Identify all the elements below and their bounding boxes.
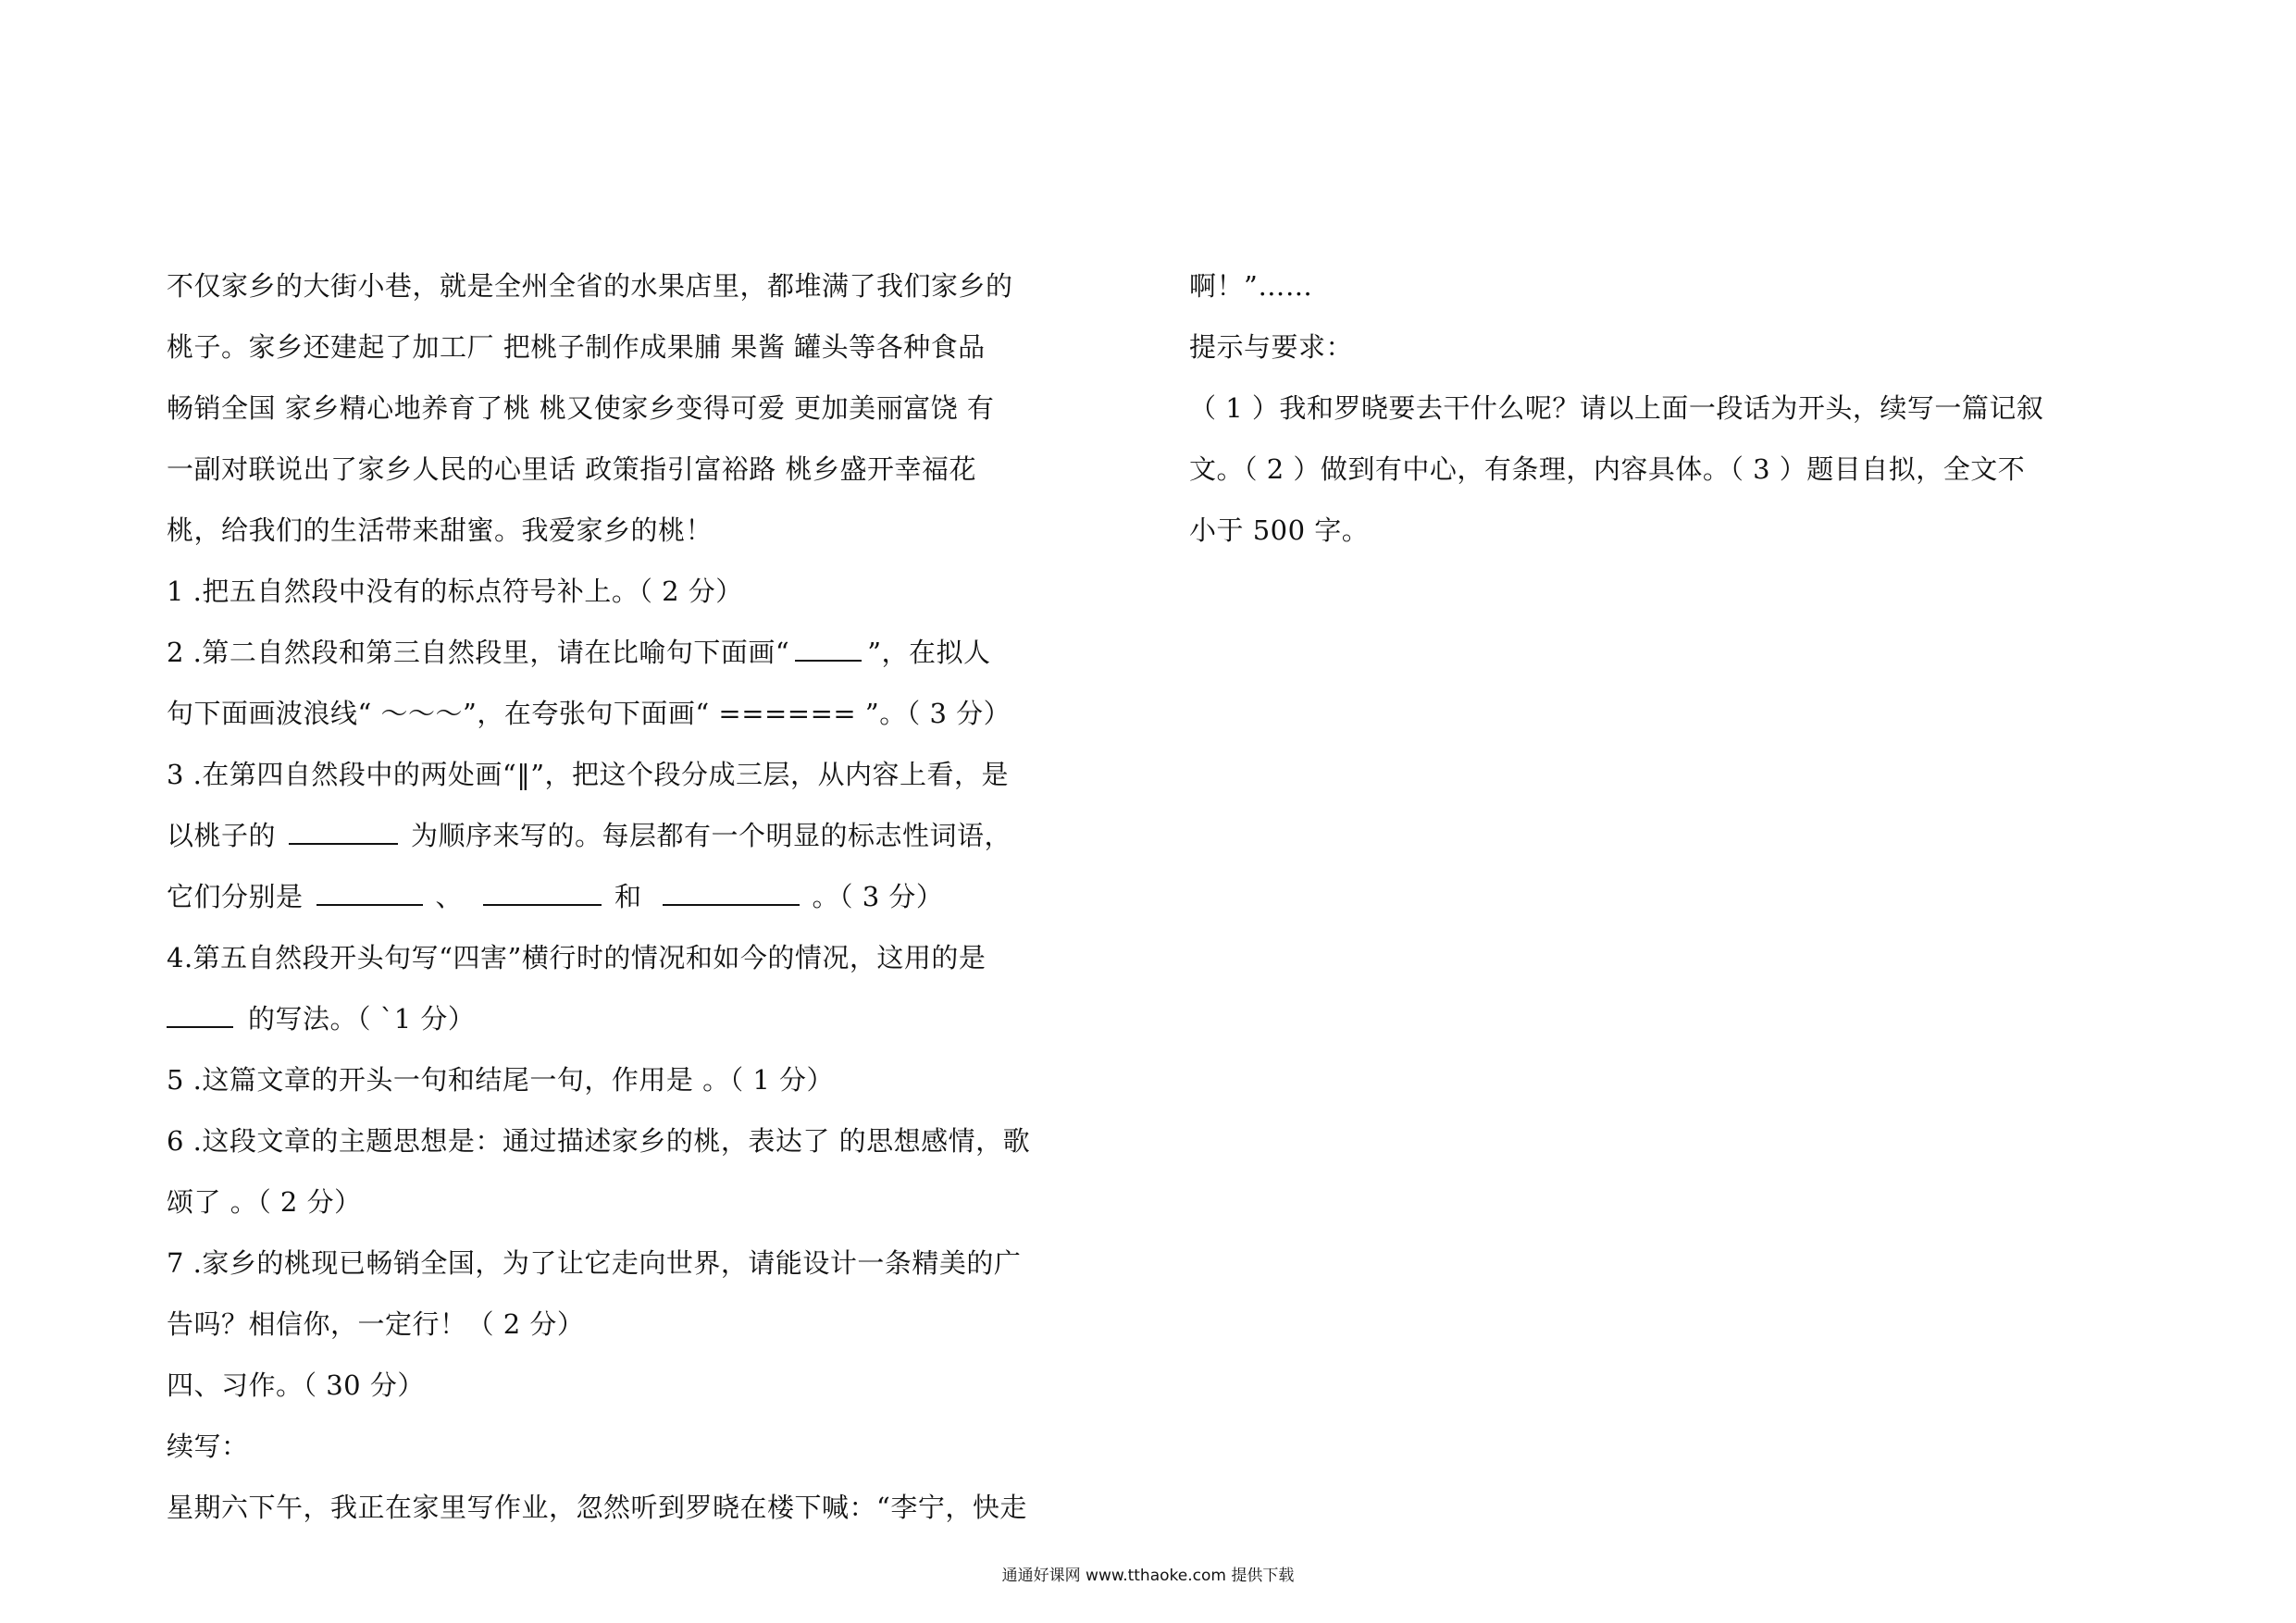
question-6-line-1: 6 .这段文章的主题思想是：通过描述家乡的桃，表达了 的思想感情，歌 (167, 1125, 1031, 1157)
question-2-line-2: 句下面画波浪线“ ～～～”，在夸张句下面画“ ====== ”。（ 3 分） (167, 698, 1011, 729)
requirements-heading: 提示与要求： (1189, 331, 1354, 363)
question-4-line-2 (167, 988, 1027, 1049)
question-1: 1 .把五自然段中没有的标点符号补上。（ 2 分） (167, 576, 743, 607)
question-3-line-2 (167, 805, 1027, 866)
passage-line-1: 不仅家乡的大街小巷，就是全州全省的水果店里，都堆满了我们家乡的 (167, 270, 1013, 302)
question-3-line-3 (167, 866, 1027, 927)
section-heading: 四、习作。（ 30 分） (167, 1369, 425, 1401)
separator: 、 (435, 881, 464, 912)
passage-line-3: 畅销全国 家乡精心地养育了桃 桃又使家乡变得可爱 更加美丽富饶 有 (167, 392, 995, 424)
question-6-line-2: 颂了 。（ 2 分） (167, 1186, 362, 1218)
question-3-text-end: 为顺序来写的。每层都有一个明显的标志性词语， (411, 820, 1012, 851)
answer-blank (316, 876, 423, 906)
answer-blank (795, 632, 862, 662)
right-column (1189, 255, 2078, 561)
passage-line-4: 一副对联说出了家乡人民的心里话 政策指引富裕路 桃乡盛开幸福花 (167, 453, 976, 485)
question-7-line-2: 告吗？相信你，一定行！（ 2 分） (167, 1308, 585, 1340)
question-7-line-1: 7 .家乡的桃现已畅销全国，为了让它走向世界，请能设计一条精美的广 (167, 1247, 1022, 1279)
question-2-line-1 (167, 622, 1027, 683)
answer-blank (289, 815, 398, 845)
question-4-line-1: 4.第五自然段开头句写“四害”横行时的情况和如今的情况，这用的是 (167, 942, 987, 973)
question-2-text-end: ”，在拟人 (867, 637, 991, 668)
answer-blank (663, 876, 800, 906)
story-prompt-line: 星期六下午，我正在家里写作业，忽然听到罗晓在楼下喊：“李宁，快走 (167, 1492, 1027, 1523)
answer-blank (483, 876, 602, 906)
continuation-label: 续写： (167, 1431, 249, 1462)
left-column (167, 255, 1031, 1538)
separator: 和 (614, 881, 642, 912)
question-3-line-1: 3 .在第四自然段中的两处画“‖”，把这个段分成三层，从内容上看，是 (167, 759, 1010, 790)
answer-blank (167, 998, 233, 1028)
question-3-score: 。（ 3 分） (812, 881, 944, 912)
passage-line-2: 桃子。家乡还建起了加工厂 把桃子制作成果脯 果酱 罐头等各种食品 (167, 331, 986, 363)
passage-line-5: 桃，给我们的生活带来甜蜜。我爱家乡的桃！ (167, 514, 714, 546)
question-3-text-start: 以桃子的 (167, 820, 277, 851)
story-prompt-end: 啊！”…… (1189, 270, 1313, 302)
question-3-lead: 它们分别是 (167, 881, 304, 912)
page-footer: 通通好课网 www.tthaoke.com 提供下载 (1001, 1567, 1295, 1585)
question-4-text-end: 的写法。（ `1 分） (248, 1003, 476, 1035)
question-2-text-start: 2 .第二自然段和第三自然段里，请在比喻句下面画“ (167, 637, 790, 668)
requirements-line-3: 小于 500 字。 (1189, 514, 1370, 546)
requirements-line-1: （ 1 ）我和罗晓要去干什么呢？请以上面一段话为开头，续写一篇记叙 (1189, 392, 2044, 424)
question-5: 5 .这篇文章的开头一句和结尾一句，作用是 。（ 1 分） (167, 1064, 834, 1096)
requirements-line-2: 文。（ 2 ）做到有中心，有条理，内容具体。（ 3 ）题目自拟，全文不 (1189, 453, 2026, 485)
